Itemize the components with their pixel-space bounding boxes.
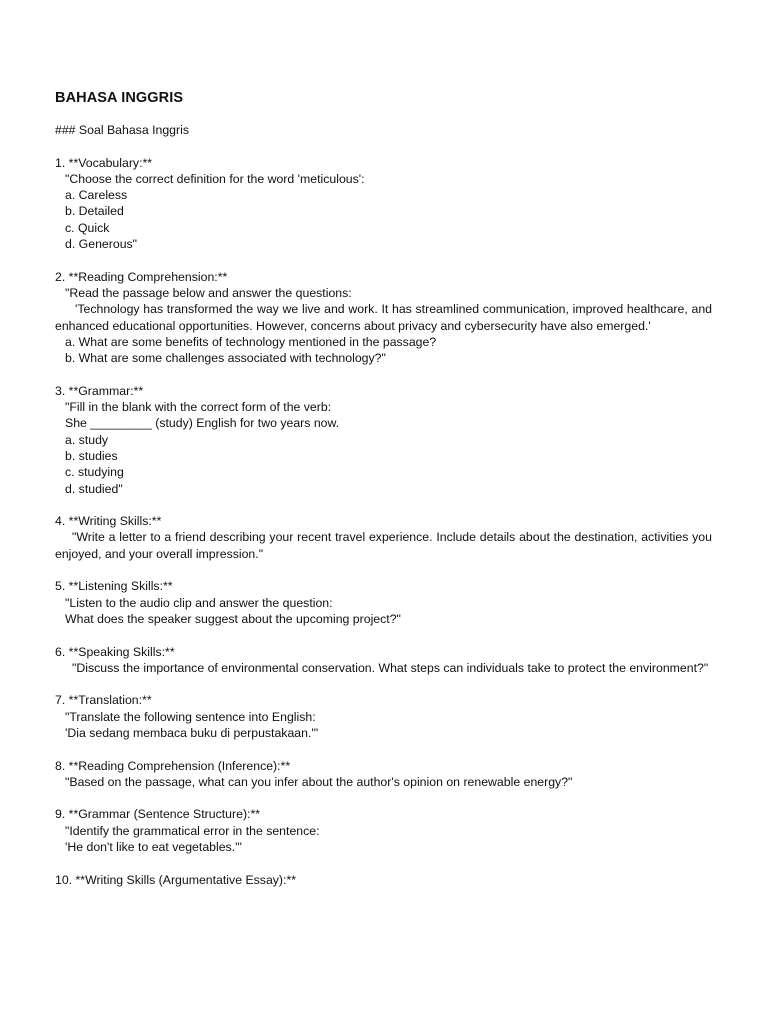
spacer [55, 562, 712, 578]
sub-question: a. What are some benefits of technology mentioned in the passage? [65, 334, 437, 349]
question-10 [55, 872, 712, 888]
document-title: BAHASA INGGRIS [55, 90, 184, 106]
translation-sentence: 'Dia sedang membaca buku di perpustakaan.'" [65, 725, 319, 740]
question-5 [55, 578, 712, 627]
question-title: 10. **Writing Skills (Argumentative Essay):** [55, 872, 297, 887]
option: d. Generous" [65, 237, 138, 252]
spacer [55, 676, 712, 692]
question-prompt: "Choose the correct definition for the word 'meticulous': [65, 171, 365, 186]
question-title: 9. **Grammar (Sentence Structure):** [55, 807, 261, 822]
question-8 [55, 758, 712, 791]
question-prompt: "Based on the passage, what can you infer about the author's opinion on renewable energy?" [65, 774, 573, 789]
reading-passage: 'Technology has transformed the way we live and work. It has streamlined communication, improved healthcare, and enhanced educational opportunities. However, concerns about privacy and cybersecurity have also emerged.' [55, 302, 712, 333]
spacer [55, 790, 712, 806]
question-prompt: "Discuss the importance of environmental conservation. What steps can individuals take to protect the environment?" [72, 660, 709, 675]
question-title: 6. **Speaking Skills:** [55, 644, 175, 659]
question-3 [55, 383, 712, 497]
option: a. Careless [65, 188, 128, 203]
question-4 [55, 513, 712, 562]
question-title: 8. **Reading Comprehension (Inference):** [55, 758, 291, 773]
spacer [55, 252, 712, 268]
question-prompt: "Translate the following sentence into English: [65, 709, 316, 724]
spacer [55, 138, 712, 154]
question-9 [55, 806, 712, 855]
question-prompt: "Listen to the audio clip and answer the question: [65, 595, 333, 610]
sub-question: b. What are some challenges associated with technology?" [65, 351, 386, 366]
spacer [55, 855, 712, 871]
question-prompt: "Read the passage below and answer the questions: [65, 285, 352, 300]
question-6 [55, 644, 712, 677]
option: d. studied" [65, 481, 123, 496]
spacer [55, 741, 712, 757]
fill-in-sentence: She _________ (study) English for two years now. [65, 416, 340, 431]
option: c. studying [65, 465, 124, 480]
spacer [55, 627, 712, 643]
question-prompt: "Fill in the blank with the correct form of the verb: [65, 400, 332, 415]
question-7 [55, 692, 712, 741]
question-2 [55, 269, 712, 367]
sub-question: What does the speaker suggest about the upcoming project?" [65, 611, 401, 626]
option: c. Quick [65, 220, 110, 235]
question-title: 2. **Reading Comprehension:** [55, 269, 228, 284]
question-prompt: "Write a letter to a friend describing your recent travel experience. Include details about the destination, activities you enjoyed, and your overall impression." [55, 530, 712, 561]
error-sentence: 'He don't like to eat vegetables.'" [65, 840, 242, 855]
question-title: 4. **Writing Skills:** [55, 514, 162, 529]
document-heading: ### Soal Bahasa Inggris [55, 123, 189, 137]
question-title: 3. **Grammar:** [55, 383, 144, 398]
question-title: 7. **Translation:** [55, 693, 152, 708]
question-title: 1. **Vocabulary:** [55, 155, 153, 170]
option: b. Detailed [65, 204, 124, 219]
question-title: 5. **Listening Skills:** [55, 579, 173, 594]
spacer [55, 366, 712, 382]
spacer [55, 497, 712, 513]
question-1 [55, 155, 712, 253]
document-page [55, 88, 712, 888]
option: b. studies [65, 448, 118, 463]
option: a. study [65, 432, 109, 447]
question-prompt: "Identify the grammatical error in the sentence: [65, 823, 320, 838]
